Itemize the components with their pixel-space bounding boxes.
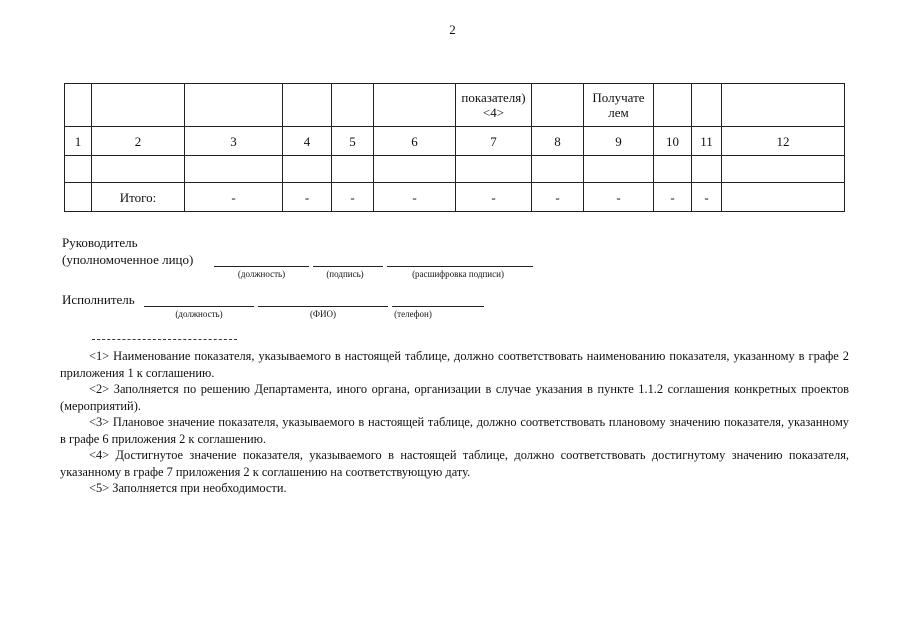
column-number: 5 <box>332 127 374 156</box>
head-name-line[interactable] <box>387 266 533 267</box>
head-position-caption: (должность) <box>237 269 286 279</box>
column-number: 10 <box>654 127 692 156</box>
header-cell <box>532 84 584 127</box>
header-cell-indicator: показателя) <4> <box>456 84 532 127</box>
total-cell <box>65 183 92 212</box>
head-label: Руководитель <box>62 235 138 250</box>
executor-position-caption: (должность) <box>175 309 223 319</box>
total-cell: - <box>692 183 722 212</box>
total-cell: - <box>374 183 456 212</box>
header-cell <box>332 84 374 127</box>
table-cell <box>65 156 92 183</box>
header-cell <box>65 84 92 127</box>
executor-label: Исполнитель <box>62 292 135 307</box>
header-cell-recipient: Получате лем <box>584 84 654 127</box>
executor-fio-caption: (ФИО) <box>309 309 337 319</box>
column-number: 7 <box>456 127 532 156</box>
total-label: Итого: <box>92 183 185 212</box>
column-number: 2 <box>92 127 185 156</box>
table-cell <box>456 156 532 183</box>
executor-phone-line[interactable] <box>392 306 484 307</box>
column-number: 3 <box>185 127 283 156</box>
footnote-1: <1> Наименование показателя, указываемого в настоящей таблице, должно соответствовать наименованию показателя, указанному в графе 2 приложения 1 к соглашению. <box>60 349 849 380</box>
column-number: 6 <box>374 127 456 156</box>
total-cell: - <box>584 183 654 212</box>
executor-position-line[interactable] <box>144 306 254 307</box>
head-signature-caption: (подпись) <box>326 269 364 279</box>
page-number: 2 <box>449 22 456 37</box>
executor-fio-line[interactable] <box>258 306 388 307</box>
header-cell <box>185 84 283 127</box>
header-cell <box>374 84 456 127</box>
head-position-line[interactable] <box>214 266 309 267</box>
table-row <box>65 156 845 183</box>
column-number: 11 <box>692 127 722 156</box>
footnote-4: <4> Достигнутое значение показателя, указываемого в настоящей таблице, должно соответствовать достигнутому значению показателя, указанному в графе 7 приложения 2 к соглашению на соответствующую дату. <box>60 448 849 479</box>
column-number: 8 <box>532 127 584 156</box>
table-cell <box>722 156 845 183</box>
total-cell: - <box>332 183 374 212</box>
column-number: 12 <box>722 127 845 156</box>
table-cell <box>185 156 283 183</box>
head-name-caption: (расшифровка подписи) <box>412 269 504 279</box>
total-cell: - <box>456 183 532 212</box>
column-number: 9 <box>584 127 654 156</box>
table-cell <box>374 156 456 183</box>
total-row <box>65 183 845 212</box>
header-cell <box>283 84 332 127</box>
table-cell <box>532 156 584 183</box>
column-number: 4 <box>283 127 332 156</box>
footnote-3: <3> Плановое значение показателя, указываемого в настоящей таблице, должно соответствовать плановому значению показателя, указанному в графе 6 приложения 2 к соглашению. <box>60 415 849 446</box>
total-cell: - <box>654 183 692 212</box>
table-cell <box>584 156 654 183</box>
total-cell: - <box>283 183 332 212</box>
header-cell <box>692 84 722 127</box>
total-cell: - <box>185 183 283 212</box>
table-cell <box>692 156 722 183</box>
column-number: 1 <box>65 127 92 156</box>
footnote-2: <2> Заполняется по решению Департамента, иного органа, организации в случае указания в пункте 1.1.2 соглашения конкретных проектов (мероприятий). <box>60 382 849 413</box>
column-number-row <box>65 127 845 156</box>
total-cell: - <box>532 183 584 212</box>
footnotes <box>60 348 849 497</box>
table-cell <box>92 156 185 183</box>
table-cell <box>654 156 692 183</box>
table-header-row <box>65 84 845 127</box>
table-cell <box>332 156 374 183</box>
header-cell <box>92 84 185 127</box>
executor-phone-caption: (телефон) <box>394 309 432 319</box>
head-label-sub: (уполномоченное лицо) <box>62 252 194 267</box>
total-cell <box>722 183 845 212</box>
table-cell <box>283 156 332 183</box>
footnote-5: <5> Заполняется при необходимости. <box>89 481 287 495</box>
footnote-separator <box>92 339 237 340</box>
report-table <box>64 83 845 212</box>
head-signature-line[interactable] <box>313 266 383 267</box>
header-cell <box>722 84 845 127</box>
header-cell <box>654 84 692 127</box>
